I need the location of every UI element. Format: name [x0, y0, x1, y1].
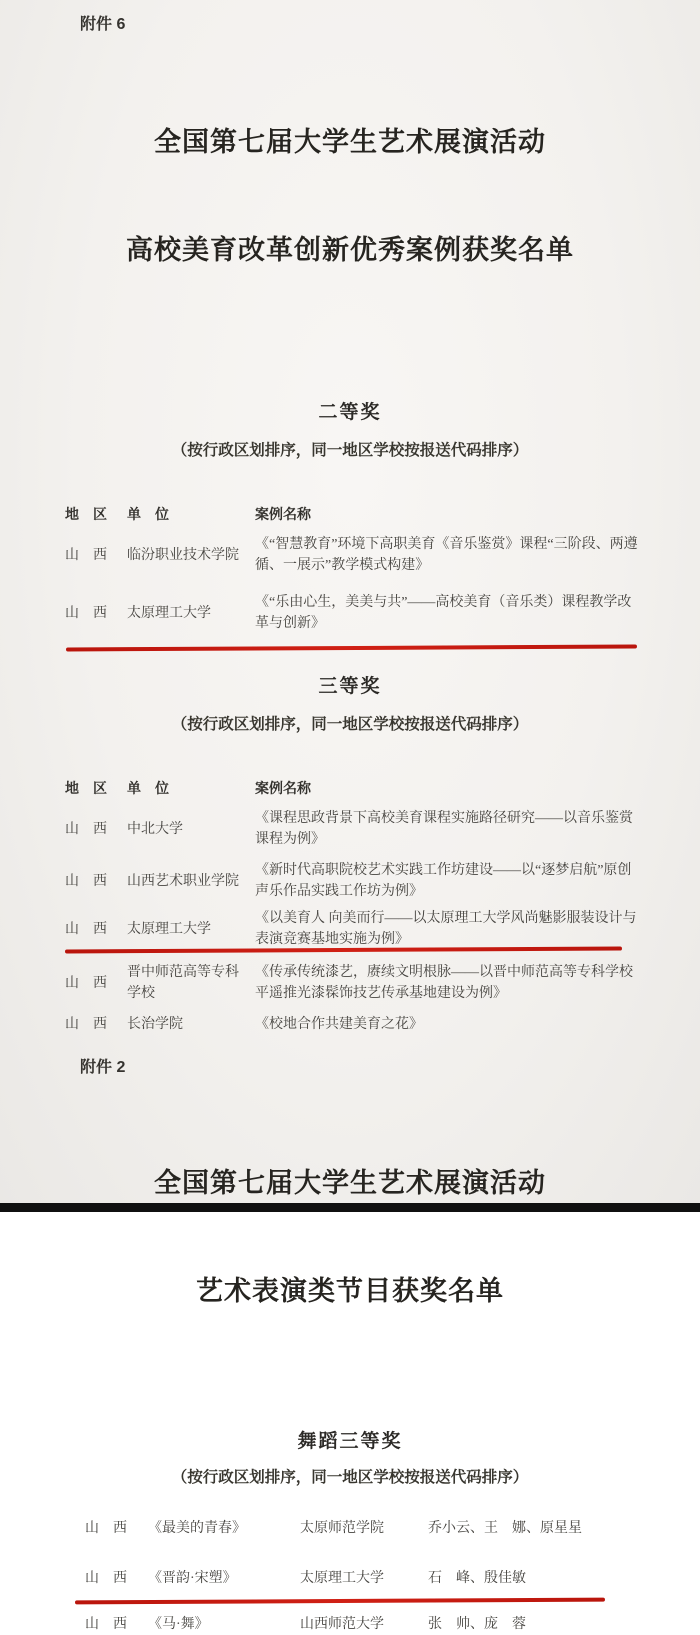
- case-cell: 《校地合作共建美育之花》: [255, 1017, 423, 1032]
- unit-cell: 晋中师范高等专科学校: [127, 965, 239, 1001]
- third-prize-section: [0, 674, 700, 1035]
- unit-cell: 中北大学: [127, 821, 183, 837]
- table-row: [65, 534, 642, 576]
- performers-cell: 石 峰、殷佳敏: [428, 1571, 526, 1586]
- region-cell: 山 西: [65, 821, 107, 837]
- header-region: 地 区: [65, 780, 107, 796]
- performers-cell: 乔小云、王 娜、原星星: [428, 1521, 582, 1536]
- case-cell: 《以美育人 向美而行——以太原理工大学风尚魅影服装设计与表演竞赛基地实施为例》: [255, 911, 637, 947]
- region-cell: 山 西: [65, 921, 107, 937]
- header-case: 案例名称: [255, 780, 311, 796]
- attachment6-title: [0, 52, 700, 340]
- table-header: [65, 778, 642, 798]
- header-unit: 单 位: [127, 780, 169, 796]
- unit-cell: 山西艺术职业学院: [127, 873, 239, 889]
- table-row: [65, 592, 642, 634]
- performers-cell: 张 帅、庞 蓉: [428, 1617, 526, 1632]
- school-cell: 太原理工大学: [300, 1571, 384, 1586]
- table-row: [85, 1615, 650, 1635]
- unit-cell: 长治学院: [127, 1017, 183, 1032]
- dance-third-prize-title: 舞蹈三等奖: [297, 1431, 403, 1452]
- case-cell: 《新时代高职院校艺术实践工作坊建设——以“逐梦启航”原创声乐作品实践工作坊为例》: [255, 863, 632, 899]
- region-cell: 山 西: [65, 873, 107, 889]
- third-prize-sort-note: （按行政区划排序，同一地区学校按报送代码排序）: [171, 716, 529, 733]
- attachment2-title-line1: 全国第七届大学生艺术展演活动: [154, 1168, 546, 1198]
- program-cell: 《马·舞》: [148, 1617, 209, 1632]
- region-cell: 山 西: [65, 975, 107, 991]
- attachment2-title-line2: 艺术表演类节目获奖名单: [196, 1276, 504, 1306]
- unit-cell: 临汾职业技术学院: [127, 547, 239, 563]
- school-cell: 山西师范大学: [300, 1617, 384, 1632]
- unit-cell: 太原理工大学: [127, 605, 211, 621]
- third-prize-table: [65, 778, 642, 950]
- dance-third-prize-section: [0, 1429, 700, 1635]
- region-cell: 山 西: [85, 1617, 127, 1632]
- second-prize-title: 二等奖: [318, 402, 382, 423]
- attachment-label-6: 附件 6: [80, 16, 126, 33]
- attachment6-title-line1: 全国第七届大学生艺术展演活动: [154, 127, 546, 157]
- attachment2-section: [0, 1057, 700, 1635]
- second-prize-sort-note: （按行政区划排序，同一地区学校按报送代码排序）: [171, 442, 529, 459]
- attachment6-section: [0, 14, 700, 1035]
- case-cell: 《课程思政背景下高校美育课程实施路径研究——以音乐鉴赏课程为例》: [255, 811, 633, 847]
- region-cell: 山 西: [65, 605, 107, 621]
- table-row: [85, 1519, 650, 1539]
- header-case: 案例名称: [255, 506, 311, 522]
- attachment6-title-line2: 高校美育改革创新优秀案例获奖名单: [126, 235, 574, 265]
- bottom-bar: [0, 1203, 700, 1212]
- table-row: [85, 1569, 650, 1589]
- case-cell: 《“乐由心生，美美与共”——高校美育（音乐类）课程教学改革与创新》: [255, 595, 632, 631]
- header-region: 地 区: [65, 506, 107, 522]
- red-underline: [66, 645, 637, 652]
- dance-table: [0, 1519, 700, 1635]
- table-row: [65, 808, 642, 850]
- program-cell: 《最美的青春》: [148, 1521, 246, 1536]
- third-prize-title: 三等奖: [318, 676, 382, 697]
- second-prize-section: [0, 400, 700, 650]
- table-header: [65, 504, 642, 524]
- second-prize-table: [65, 504, 642, 634]
- case-cell: 《传承传统漆艺，赓续文明根脉——以晋中师范高等专科学校平遥推光漆髹饰技艺传承基地建设为例》: [255, 965, 633, 1001]
- table-row: [65, 1014, 642, 1035]
- region-cell: 山 西: [85, 1521, 127, 1536]
- table-row: [65, 962, 642, 1004]
- unit-cell: 太原理工大学: [127, 921, 211, 937]
- region-cell: 山 西: [85, 1571, 127, 1586]
- third-prize-table-continued: [65, 962, 642, 1035]
- table-row: [65, 860, 642, 902]
- school-cell: 太原师范学院: [300, 1521, 384, 1536]
- region-cell: 山 西: [65, 1017, 107, 1032]
- case-cell: 《“智慧教育”环境下高职美育《音乐鉴赏》课程“三阶段、两遵循、一展示”教学模式构建》: [255, 537, 638, 573]
- region-cell: 山 西: [65, 547, 107, 563]
- attachment-label-2: 附件 2: [80, 1059, 126, 1076]
- table-row: [65, 908, 642, 950]
- attachment2-title: [0, 1093, 700, 1381]
- program-cell: 《晋韵·宋塑》: [148, 1571, 237, 1586]
- header-unit: 单 位: [127, 506, 169, 522]
- red-underline: [75, 1598, 605, 1605]
- dance-sort-note: （按行政区划排序，同一地区学校按报送代码排序）: [171, 1469, 529, 1486]
